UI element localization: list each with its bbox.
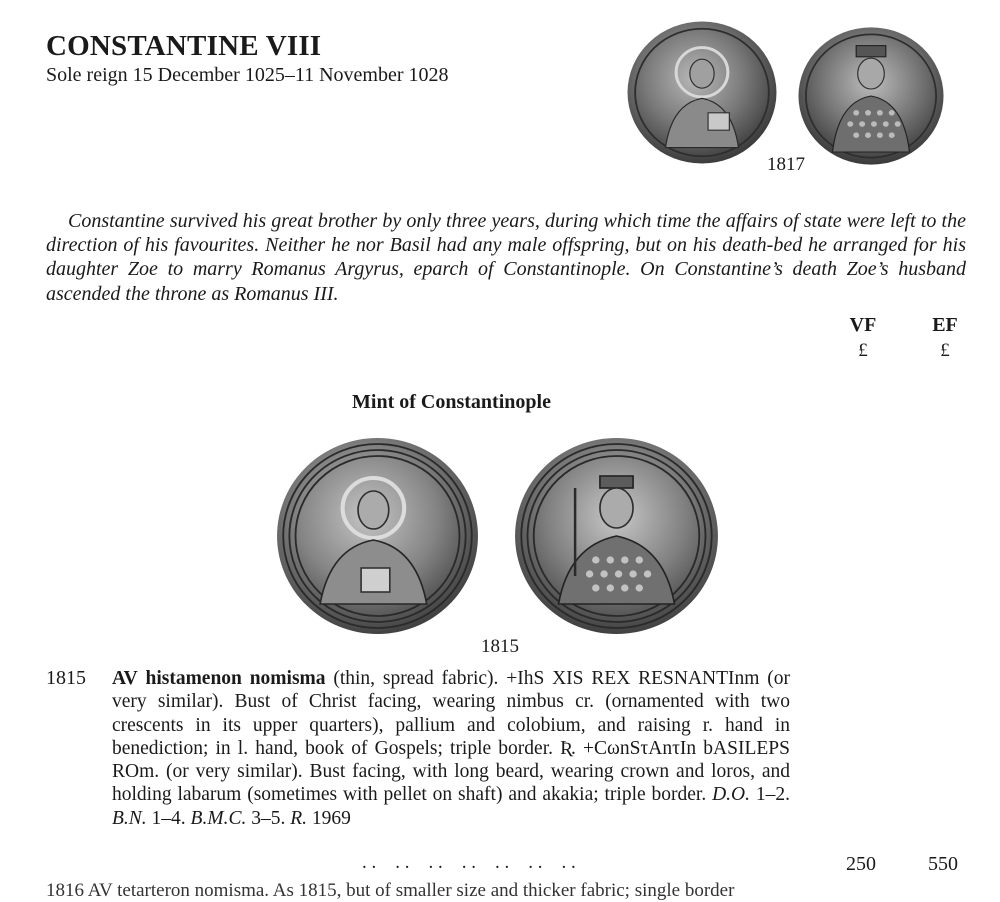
historical-introduction: Constantine survived his great brother by only three years, during which time the affairs of state were left to the direction of his favourites. Neither he nor Basil had any male offspring, but on his death-bed he arranged for his daughter Zoe to marry Romanus Argyrus, eparch of Constantinople. On Constantine’s death Zoe’s husband ascended the throne as Romanus III. (46, 210, 966, 305)
reference-r-value: 1969 (307, 807, 351, 829)
obverse-legend: +IhS XIS REX RESNANTInm (506, 668, 760, 689)
coin-1815-obverse-image (275, 436, 480, 636)
metal-symbol: AV (112, 668, 138, 689)
reference-bmc: B.M.C. (190, 807, 247, 829)
obverse-description: (or very similar). Bust of Christ facing, wearing nimbus cr. (ornamented with two crescents in its upper quarters), pallium and colobium, and raising r. hand in benediction; in l. hand, book of Gospels; triple border. (112, 668, 790, 759)
dot-leaders: . . . . . . . . . . . . . . (362, 852, 576, 873)
reference-do-value: 1–2. (750, 784, 791, 806)
vf-currency-symbol: £ (858, 340, 868, 361)
mint-heading: Mint of Constantinople (352, 391, 551, 413)
ef-column-heading: EF (932, 314, 958, 336)
coin-1817-reverse-image (797, 26, 945, 166)
reference-do: D.O. (712, 784, 751, 806)
coin-1815-reverse-image (513, 436, 720, 636)
reference-bmc-value: 3–5. (246, 807, 291, 829)
page-title: CONSTANTINE VIII (46, 30, 322, 62)
fabric-note: (thin, spread fabric). (325, 668, 507, 689)
reference-r: R. (290, 807, 308, 829)
ef-currency-symbol: £ (940, 340, 950, 361)
catalogue-entry-description (112, 667, 790, 830)
reference-bn: B.N. (112, 807, 147, 829)
ef-price: 550 (928, 853, 958, 875)
figure-label-1815: 1815 (481, 636, 519, 657)
vf-price: 250 (846, 853, 876, 875)
coin-1817-obverse-image (626, 20, 778, 165)
reverse-description: (or very similar). Bust facing, with long beard, wearing crown and loros, and holding labarum (sometimes with pellet on shaft) and akakia; triple border. (112, 761, 790, 806)
reign-dates: Sole reign 15 December 1025–11 November 1028 (46, 64, 449, 86)
catalogue-number: 1815 (46, 667, 86, 689)
next-entry-fragment: 1816 AV tetarteron nomisma. As 1815, but of smaller size and thicker fabric; single border (46, 880, 735, 901)
reverse-symbol: Ʀ. (553, 737, 583, 759)
coin-type-name: histamenon nomisma (145, 668, 326, 689)
vf-column-heading: VF (849, 314, 877, 336)
reverse-legend: +CωnSτAnτIn bASILEPS ROm. (112, 737, 790, 783)
figure-label-1817: 1817 (767, 154, 805, 175)
reference-bn-value: 1–4. (146, 807, 191, 829)
